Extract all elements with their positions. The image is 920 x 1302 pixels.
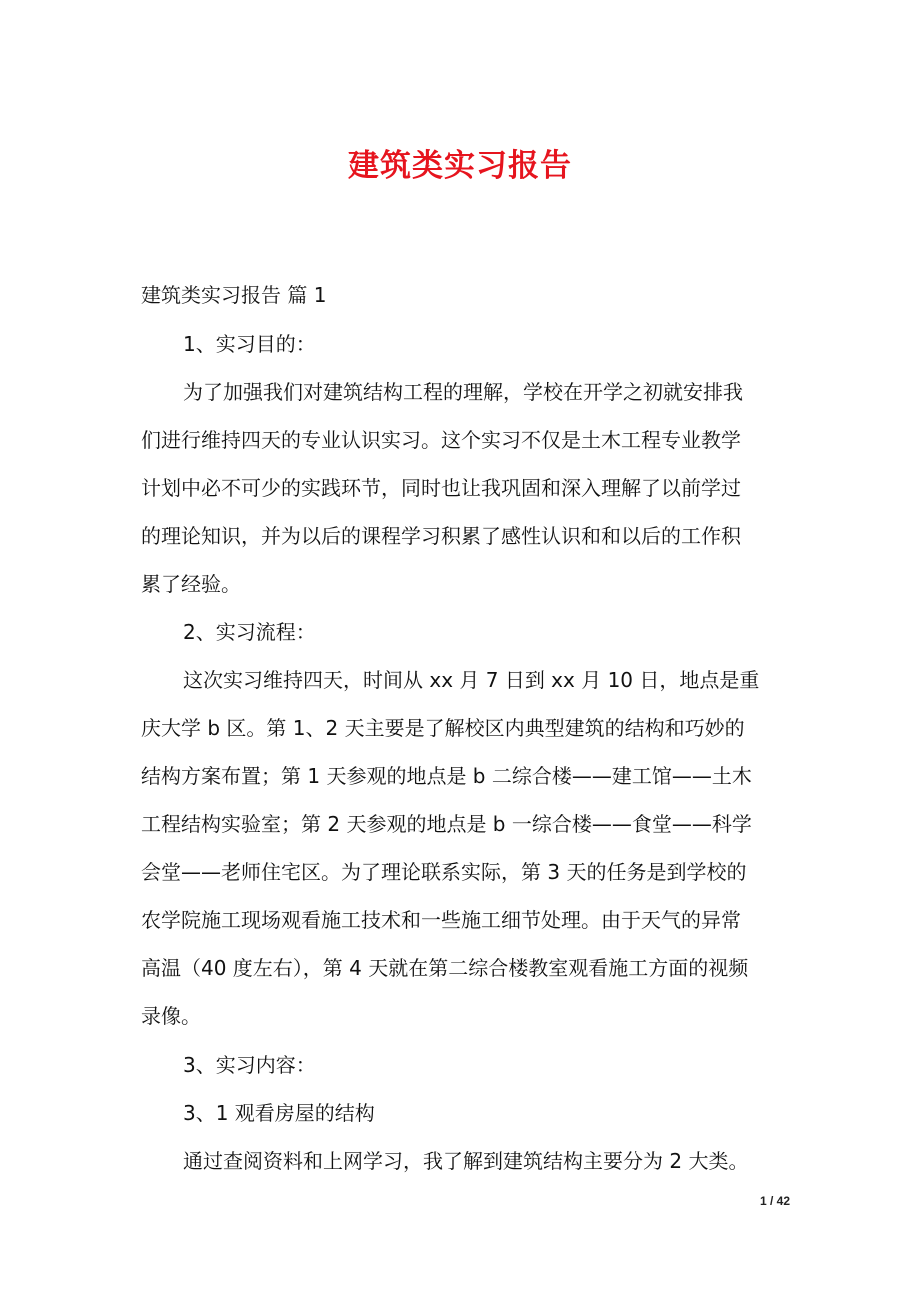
paragraph-line: 结构方案布置；第 1 天参观的地点是 b 二综合楼——建工馆——土木 (141, 764, 752, 788)
section-heading-content: 3、实习内容： (183, 1053, 316, 1077)
paragraph-line: 高温（40 度左右），第 4 天就在第二综合楼教室观看施工方面的视频 (141, 956, 749, 980)
paragraph-line: 们进行维持四天的专业认识实习。这个实习不仅是土木工程专业教学 (141, 428, 741, 452)
document-title: 建筑类实习报告 (348, 148, 572, 184)
paragraph-line: 累了经验。 (141, 572, 241, 596)
paragraph-line: 会堂——老师住宅区。为了理论联系实际，第 3 天的任务是到学校的 (141, 860, 747, 884)
paragraph-line: 农学院施工现场观看施工技术和一些施工细节处理。由于天气的异常 (141, 908, 741, 932)
paragraph-line: 工程结构实验室；第 2 天参观的地点是 b 一综合楼——食堂——科学 (141, 812, 752, 836)
paragraph-line: 为了加强我们对建筑结构工程的理解，学校在开学之初就安排我 (183, 380, 743, 404)
paragraph-line: 计划中必不可少的实践环节，同时也让我巩固和深入理解了以前学过 (141, 476, 741, 500)
paragraph-line: 录像。 (141, 1004, 201, 1028)
section-heading-purpose: 1、实习目的： (183, 332, 316, 356)
page-number: 1 / 42 (759, 1194, 790, 1208)
subsection-heading: 3、1 观看房屋的结构 (183, 1101, 375, 1125)
paragraph-line: 的理论知识，并为以后的课程学习积累了感性认识和和以后的工作积 (141, 524, 741, 548)
paragraph-line: 这次实习维持四天，时间从 xx 月 7 日到 xx 月 10 日，地点是重 (183, 668, 760, 692)
report-heading: 建筑类实习报告 篇 1 (141, 283, 327, 307)
paragraph-line: 庆大学 b 区。第 1、2 天主要是了解校区内典型建筑的结构和巧妙的 (141, 716, 745, 740)
paragraph-line: 通过查阅资料和上网学习，我了解到建筑结构主要分为 2 大类。 (183, 1149, 749, 1173)
section-heading-process: 2、实习流程： (183, 620, 316, 644)
